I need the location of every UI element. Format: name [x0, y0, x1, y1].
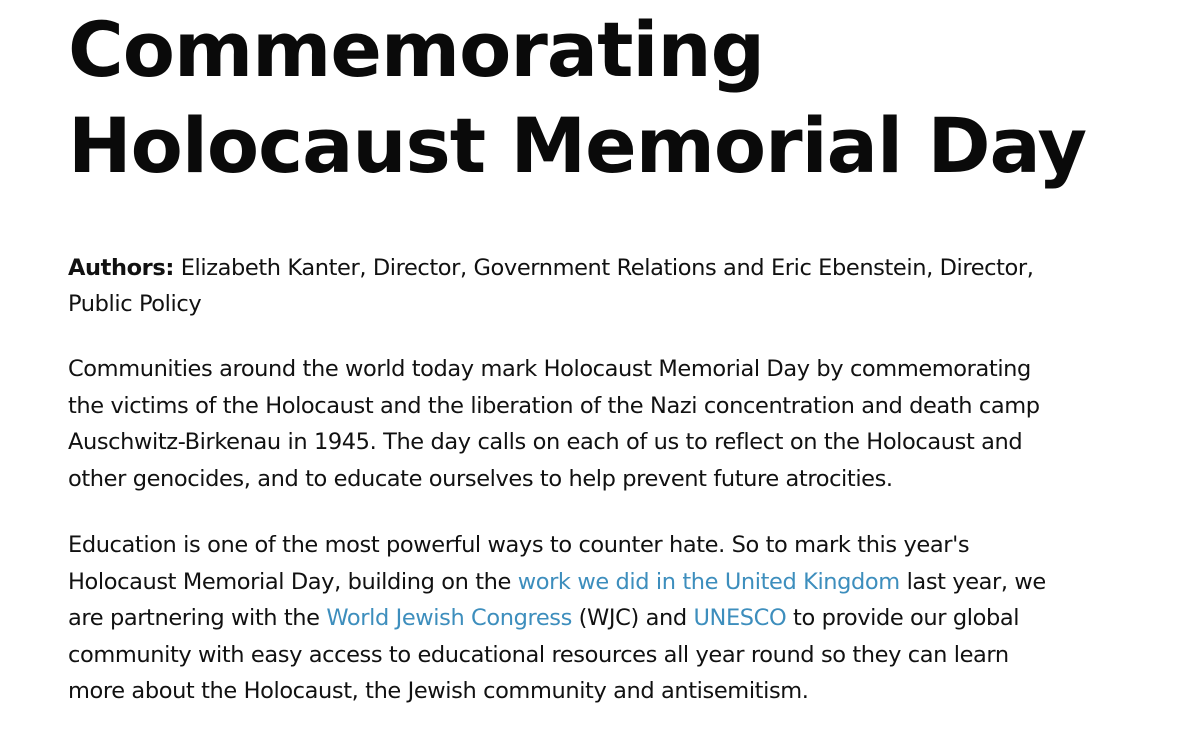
paragraph-1-line-1: Communities around the world today mark Holocaust Memorial Day by commemorating [68, 356, 1031, 382]
paragraph-2-line-3 [68, 600, 1148, 637]
authors-line-1: Elizabeth Kanter, Director, Government Relations and Eric Ebenstein, Director, [180, 255, 1034, 281]
paragraph-2-line-2-text-a: Holocaust Memorial Day, building on the [68, 568, 518, 595]
link-unesco[interactable]: UNESCO [693, 605, 787, 631]
paragraph-2-line-2-text-b: last year, we [899, 568, 1046, 595]
link-work-in-uk[interactable]: work we did in the United Kingdom [517, 568, 900, 595]
authors-label: Authors: [68, 255, 174, 281]
paragraph-2-line-3-text-c: to provide our global [786, 605, 1020, 631]
title-line-2: Holocaust Memorial Day [68, 101, 1087, 190]
paragraph-2-line-2 [68, 564, 1148, 601]
paragraph-2-line-4: community with easy access to educational resources all year round so they can learn [68, 641, 1009, 668]
byline [68, 250, 1148, 322]
link-world-jewish-congress[interactable]: World Jewish Congress [326, 605, 572, 631]
paragraph-2-line-1: Education is one of the most powerful ways to counter hate. So to mark this year's [68, 532, 970, 558]
paragraph-2-line-5: more about the Holocaust, the Jewish community and antisemitism. [68, 678, 809, 704]
paragraph-1-line-3: Auschwitz-Birkenau in 1945. The day calls on each of us to reflect on the Holocaust and [68, 429, 1023, 455]
authors-line-2: Public Policy [68, 291, 202, 317]
title-line-1: Commemorating [68, 5, 764, 94]
page-title [68, 2, 1200, 194]
paragraph-2 [68, 527, 1148, 710]
paragraph-2-line-3-text-b: (WJC) and [571, 605, 694, 631]
paragraph-1 [68, 351, 1148, 497]
paragraph-1-line-4: other genocides, and to educate ourselves to help prevent future atrocities. [68, 465, 893, 492]
paragraph-2-line-3-text-a: are partnering with the [68, 605, 327, 631]
paragraph-1-line-2: the victims of the Holocaust and the liberation of the Nazi concentration and death camp [68, 392, 1040, 419]
